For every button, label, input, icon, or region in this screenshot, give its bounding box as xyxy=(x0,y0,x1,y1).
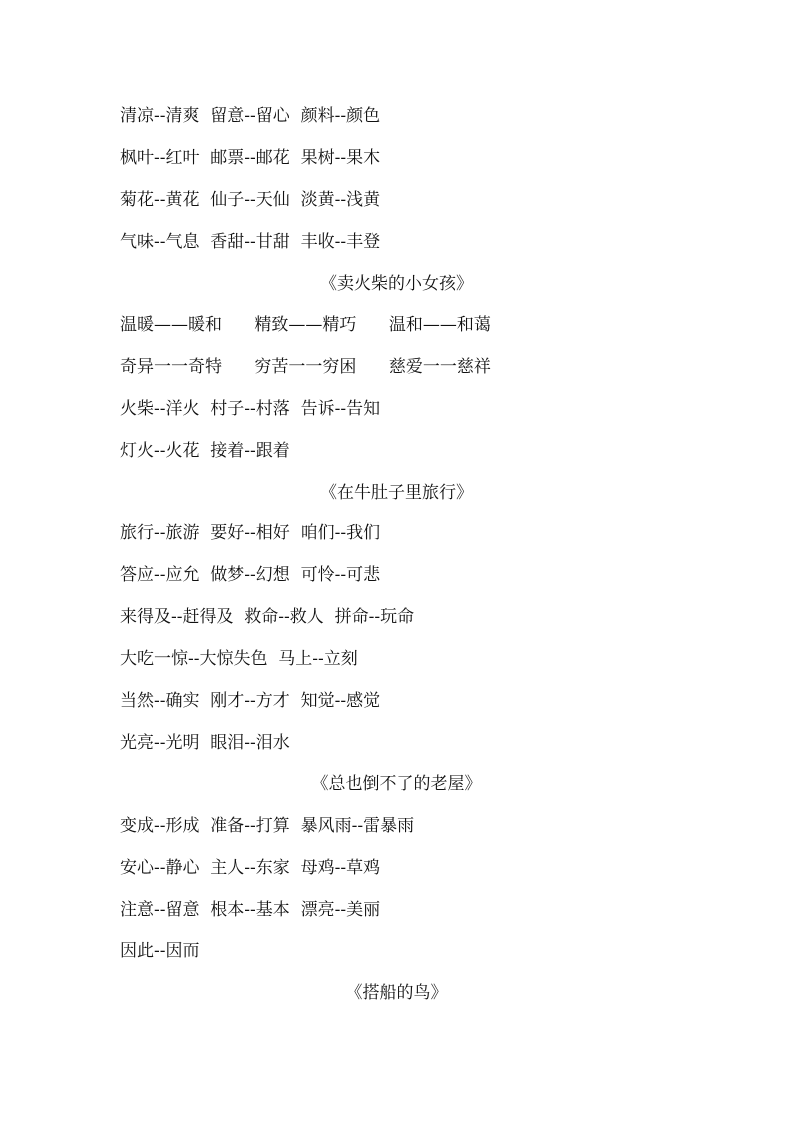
word-pair-line: 当然--确实 刚才--方才 知觉--感觉 xyxy=(120,691,381,711)
word-pair-line: 清凉--清爽 留意--留心 颜料--颜色 xyxy=(120,106,381,126)
section-heading: 《在牛肚子里旅行》 xyxy=(320,483,473,503)
word-pair-line: 光亮--光明 眼泪--泪水 xyxy=(120,733,290,753)
section-heading: 《卖火柴的小女孩》 xyxy=(320,274,473,294)
word-pair-line: 注意--留意 根本--基本 漂亮--美丽 xyxy=(120,900,381,920)
word-pair-line: 因此--因而 xyxy=(120,941,200,961)
word-pair-line: 变成--形成 准备--打算 暴风雨--雷暴雨 xyxy=(120,816,415,836)
word-pair-line: 温暖——暖和 精致——精巧 温和——和蔼 xyxy=(120,315,491,335)
word-pair-line: 火柴--洋火 村子--村落 告诉--告知 xyxy=(120,399,381,419)
section-heading: 《总也倒不了的老屋》 xyxy=(311,774,482,794)
word-pair-line: 气味--气息 香甜--甘甜 丰收--丰登 xyxy=(120,232,381,252)
word-pair-line: 来得及--赶得及 救命--救人 拼命--玩命 xyxy=(120,607,415,627)
word-pair-line: 灯火--火花 接着--跟着 xyxy=(120,441,290,461)
word-pair-line: 奇异一一奇特 穷苦一一穷困 慈爱一一慈祥 xyxy=(120,357,491,377)
word-pair-line: 旅行--旅游 要好--相好 咱们--我们 xyxy=(120,523,381,543)
section-heading: 《搭船的鸟》 xyxy=(345,983,448,1003)
word-pair-line: 答应--应允 做梦--幻想 可怜--可悲 xyxy=(120,565,381,585)
word-pair-line: 枫叶--红叶 邮票--邮花 果树--果木 xyxy=(120,148,381,168)
word-pair-line: 大吃一惊--大惊失色 马上--立刻 xyxy=(120,649,358,669)
word-pair-line: 菊花--黄花 仙子--天仙 淡黄--浅黄 xyxy=(120,190,381,210)
word-pair-line: 安心--静心 主人--东家 母鸡--草鸡 xyxy=(120,858,381,878)
